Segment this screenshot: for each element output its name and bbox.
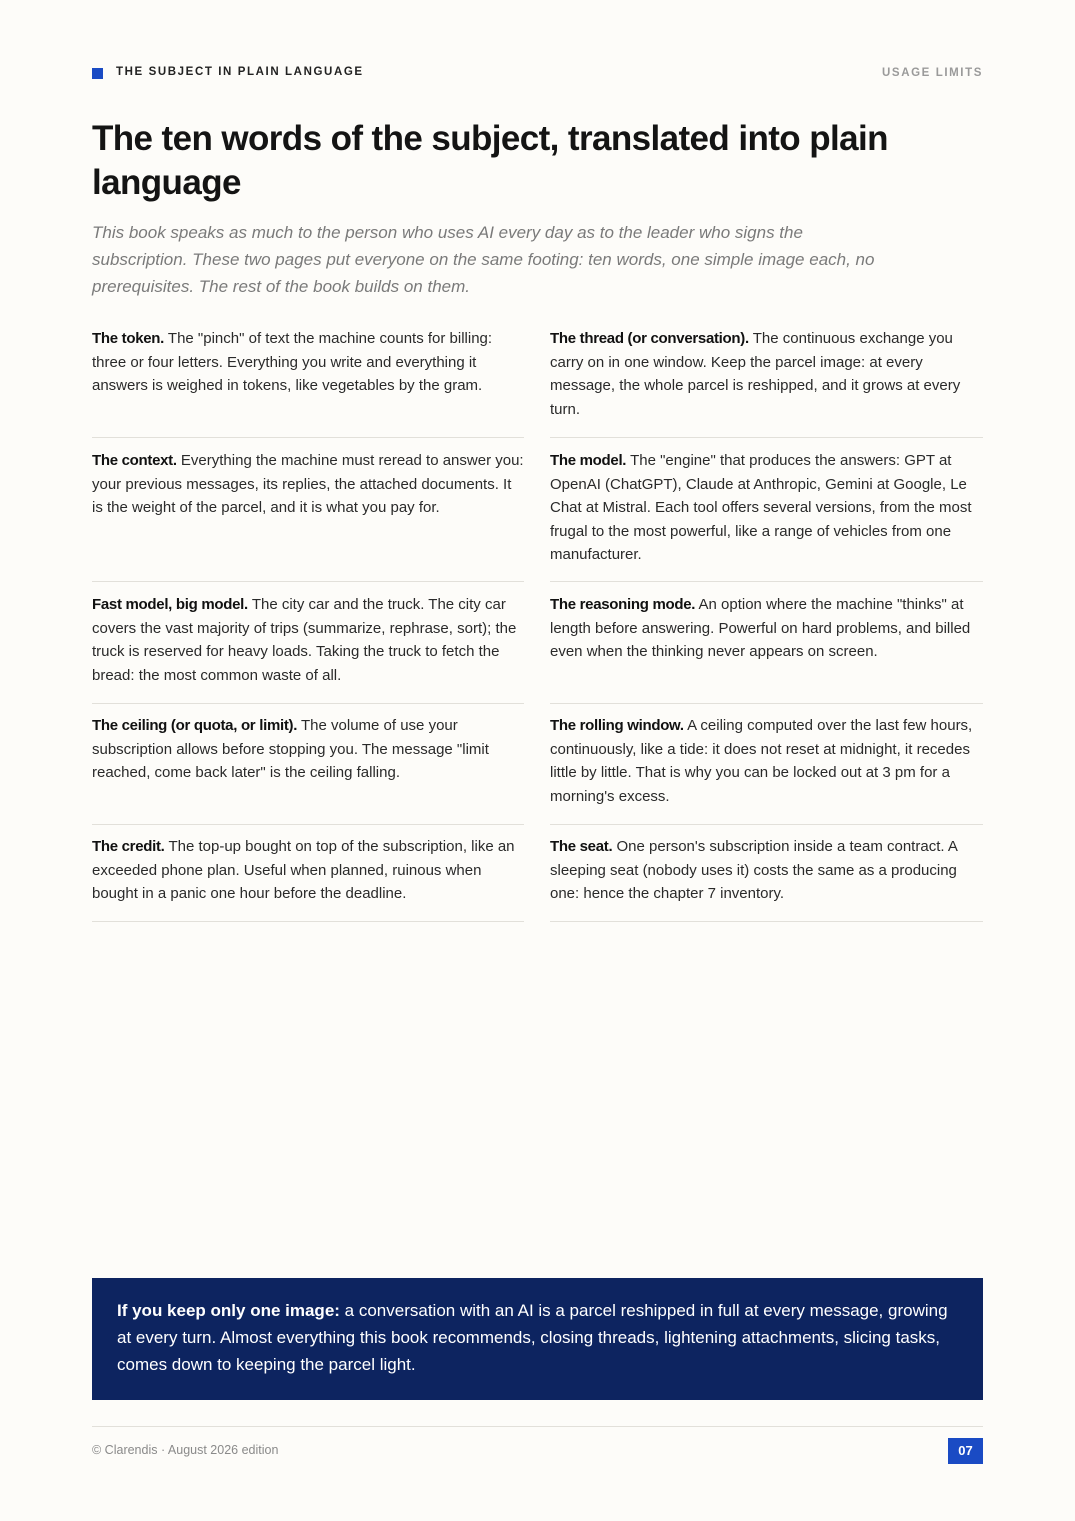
section-marker-square xyxy=(92,68,103,79)
callout-lead: If you keep only one image: xyxy=(117,1301,340,1320)
page-title: The ten words of the subject, translated into plain language xyxy=(92,119,888,202)
glossary-definition: An option where the machine "thinks" at length before answering. Powerful on hard problems, and billed even when the thinking never appears on screen. xyxy=(550,596,971,660)
section-label: THE SUBJECT IN PLAIN LANGUAGE xyxy=(116,66,364,78)
intro-paragraph: This book speaks as much to the person who uses AI every day as to the leader who signs the subscription. These two pages put everyone on the same footing: ten words, one simple image each, no prerequisites. The rest of the book builds on them. xyxy=(92,223,875,296)
glossary-entry-token xyxy=(92,327,524,438)
glossary-entry-thread xyxy=(550,327,983,438)
page-number-badge: 07 xyxy=(948,1438,983,1464)
glossary-entry-seat xyxy=(550,835,983,922)
chapter-label: USAGE LIMITS xyxy=(882,67,983,79)
glossary-term: The reasoning mode. xyxy=(550,596,696,613)
glossary-definition: The "engine" that produces the answers: GPT at OpenAI (ChatGPT), Claude at Anthropic, Gemini at Google, Le Chat at Mistral. Each tool offers several versions, from the most frugal to the most powerful, like a range of vehicles from one manufacturer. xyxy=(550,452,972,563)
glossary-term: The credit. xyxy=(92,838,165,855)
glossary-definition: The city car and the truck. The city car covers the vast majority of trips (summarize, rephrase, sort); the truck is reserved for heavy loads. Taking the truck to fetch the bread: the most common waste of all. xyxy=(92,596,517,684)
page-header xyxy=(92,66,983,82)
glossary-entry-fast-big-model xyxy=(92,593,524,704)
glossary-entry-ceiling xyxy=(92,714,524,825)
glossary-term: The seat. xyxy=(550,838,613,855)
glossary-definition: The top-up bought on top of the subscription, like an exceeded phone plan. Useful when planned, ruinous when bought in a panic one hour before the deadline. xyxy=(92,838,515,902)
glossary-term: The thread (or conversation). xyxy=(550,330,749,347)
footer-divider xyxy=(92,1426,983,1427)
callout-text: a conversation with an AI is a parcel reshipped in full at every message, growing at every turn. Almost everything this book recommends, closing threads, lightening attachments, slicing tasks, comes down to keeping the parcel light. xyxy=(117,1301,948,1374)
glossary-term: Fast model, big model. xyxy=(92,596,248,613)
glossary-term: The ceiling (or quota, or limit). xyxy=(92,717,298,734)
glossary-definition: The continuous exchange you carry on in one window. Keep the parcel image: at every message, the whole parcel is reshipped, and it grows at every turn. xyxy=(550,330,961,418)
page xyxy=(92,0,983,1521)
glossary-entry-model xyxy=(550,449,983,582)
glossary-term: The rolling window. xyxy=(550,717,684,734)
glossary-definition: A ceiling computed over the last few hours, continuously, like a tide: it does not reset at midnight, it recedes little by little. That is why you can be locked out at 3 pm for a morning's excess. xyxy=(550,717,973,805)
glossary-definition: Everything the machine must reread to answer you: your previous messages, its replies, the attached documents. It is the weight of the parcel, and it is what you pay for. xyxy=(92,452,524,516)
glossary-term: The token. xyxy=(92,330,165,347)
glossary-term: The model. xyxy=(550,452,627,469)
glossary-definition: One person's subscription inside a team contract. A sleeping seat (nobody uses it) costs the same as a producing one: hence the chapter 7 inventory. xyxy=(550,838,958,902)
key-image-callout xyxy=(92,1278,983,1400)
glossary-definition: The volume of use your subscription allows before stopping you. The message "limit reached, come back later" is the ceiling falling. xyxy=(92,717,489,781)
glossary-entry-rolling-window xyxy=(550,714,983,825)
glossary-definition: The "pinch" of text the machine counts for billing: three or four letters. Everything you write and everything it answers is weighed in tokens, like vegetables by the gram. xyxy=(92,330,493,394)
glossary-entry-credit xyxy=(92,835,524,922)
glossary-term: The context. xyxy=(92,452,177,469)
footer-edition: © Clarendis · August 2026 edition xyxy=(92,1443,279,1457)
glossary-entry-reasoning-mode xyxy=(550,593,983,704)
glossary-entry-context xyxy=(92,449,524,582)
